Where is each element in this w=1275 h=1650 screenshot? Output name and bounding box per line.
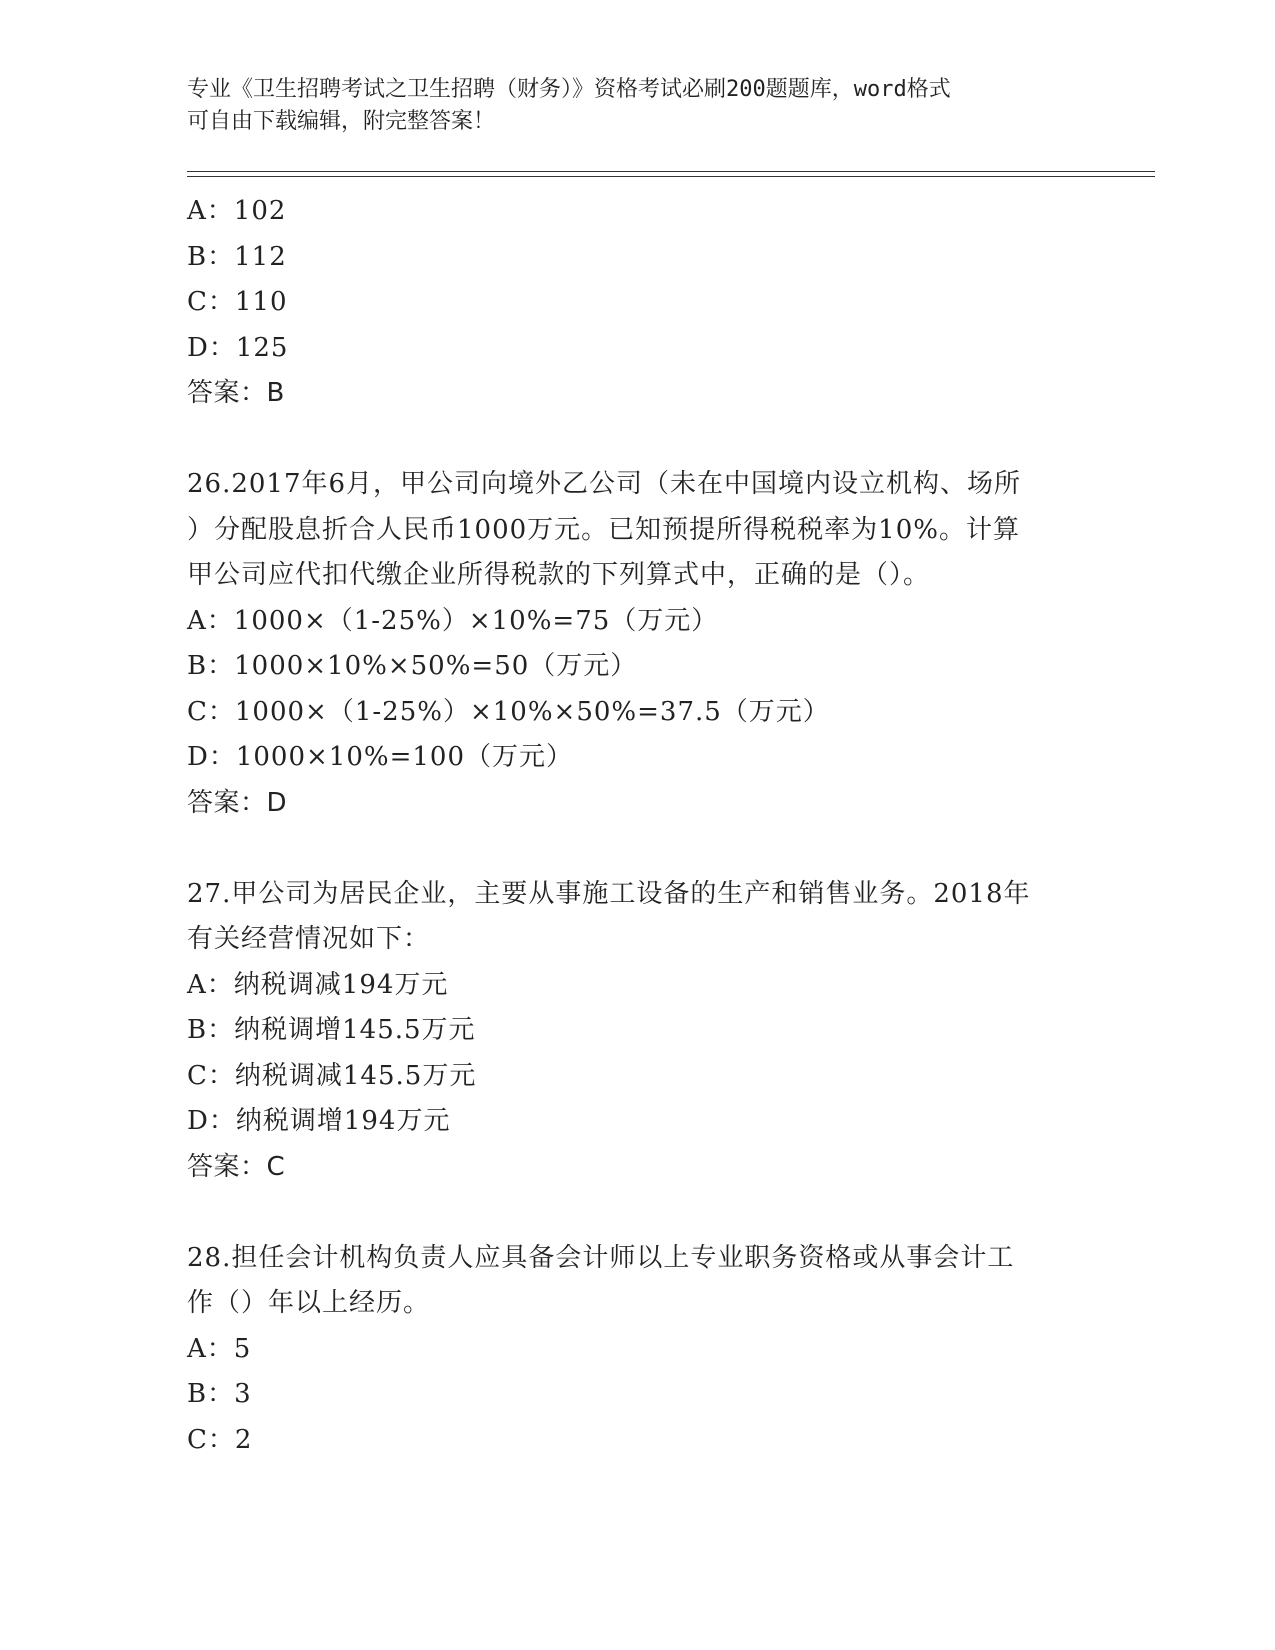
option-b: B：112 <box>187 241 287 272</box>
answer: 答案：D <box>187 787 288 818</box>
question-25-tail <box>187 189 1087 417</box>
option-a: A：1000×（1-25%）×10%=75（万元） <box>187 605 719 636</box>
option-d: D：纳税调增194万元 <box>187 1106 451 1136</box>
question-stem-line: 甲公司应代扣代缴企业所得税款的下列算式中，正确的是（）。 <box>187 560 931 590</box>
option-c: C：纳税调减145.5万元 <box>187 1060 477 1091</box>
option-a: A：纳税调减194万元 <box>187 969 449 1000</box>
question-list <box>187 189 1087 1463</box>
answer: 答案：B <box>187 378 285 408</box>
option-d: D：125 <box>187 332 289 363</box>
question-27 <box>187 872 1087 1191</box>
question-stem-line: 作（）年以上经历。 <box>187 1288 431 1318</box>
question-28 <box>187 1236 1087 1464</box>
option-a: A：102 <box>187 196 287 226</box>
header-line-1: 专业《卫生招聘考试之卫生招聘（财务）》资格考试必刷200题题库，word格式 <box>187 77 951 102</box>
option-c: C：2 <box>187 1424 253 1455</box>
document-header <box>187 74 1087 138</box>
option-b: B：3 <box>187 1379 252 1409</box>
option-c: C：1000×（1-25%）×10%×50%=37.5（万元） <box>187 696 830 727</box>
spacer <box>187 826 1087 872</box>
option-b: B：1000×10%×50%=50（万元） <box>187 651 638 681</box>
answer: 答案：C <box>187 1151 286 1182</box>
option-b: B：纳税调增145.5万元 <box>187 1015 476 1045</box>
header-divider-bottom <box>187 176 1155 177</box>
question-stem-line: 27.甲公司为居民企业，主要从事施工设备的生产和销售业务。2018年 <box>187 878 1031 909</box>
header-divider-top <box>187 171 1155 172</box>
question-stem-line: ）分配股息折合人民币1000万元。已知预提所得税税率为10%。计算 <box>187 514 1020 545</box>
header-line-2: 可自由下载编辑，附完整答案！ <box>187 109 496 134</box>
option-d: D：1000×10%=100（万元） <box>187 742 573 772</box>
question-stem-line: 26.2017年6月，甲公司向境外乙公司（未在中国境内设立机构、场所 <box>187 469 1022 499</box>
question-stem-line: 28.担任会计机构负责人应具备会计师以上专业职务资格或从事会计工 <box>187 1242 1015 1273</box>
spacer <box>187 1190 1087 1236</box>
option-c: C：110 <box>187 287 288 317</box>
question-stem-line: 有关经营情况如下： <box>187 924 431 954</box>
spacer <box>187 417 1087 463</box>
question-26 <box>187 462 1087 826</box>
option-a: A：5 <box>187 1333 252 1364</box>
